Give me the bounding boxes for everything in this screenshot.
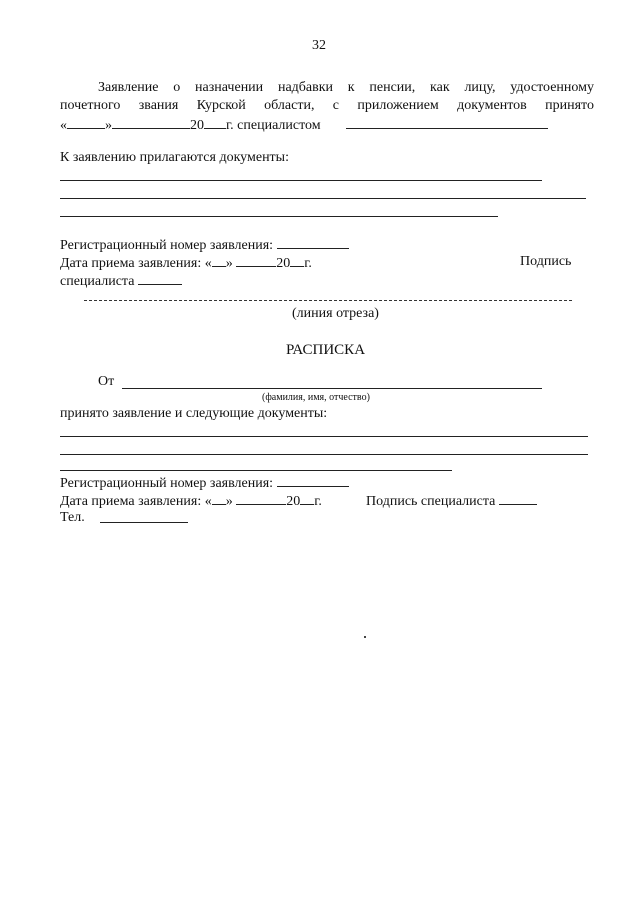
date-quote-close: » [225, 256, 233, 271]
month-blank[interactable] [112, 116, 190, 129]
statement-line-2: почетного звания Курской области, с приложением документов принято [60, 98, 594, 113]
fio-caption: (фамилия, имя, отчество) [262, 392, 370, 403]
date-month-blank[interactable] [236, 254, 276, 267]
attached-docs-line-1[interactable] [60, 180, 542, 181]
specialist-row [60, 272, 182, 290]
attached-docs-line-3[interactable] [60, 216, 498, 217]
attached-docs-line-2[interactable] [60, 198, 586, 199]
statement-line-3 [60, 116, 321, 134]
accepted-label: принято заявление и следующие документы: [60, 406, 328, 421]
receipt-docs-line-3[interactable] [60, 470, 452, 471]
specialist-label: г. специалистом [226, 118, 321, 133]
receipt-reg-number-label: Регистрационный номер заявления: [60, 476, 274, 491]
signature-label: Подпись [520, 254, 572, 269]
from-blank[interactable] [122, 388, 542, 389]
receipt-signature-blank[interactable] [499, 492, 537, 505]
receipt-date-label: Дата приема заявления: « [60, 494, 212, 509]
receipt-reg-number-row [60, 474, 349, 492]
receipt-docs-line-2[interactable] [60, 454, 588, 455]
receipt-title: РАСПИСКА [286, 342, 366, 358]
year-prefix: 20 [190, 118, 204, 133]
receipt-signature-row [366, 492, 537, 510]
receipt-date-quote-close: » [225, 494, 233, 509]
date-day-blank[interactable] [212, 254, 226, 267]
stray-dot [364, 636, 366, 638]
specialist-signature-blank[interactable] [138, 272, 182, 285]
year-blank[interactable] [204, 116, 226, 129]
receipt-date-g: г. [314, 494, 322, 509]
phone-row [60, 510, 85, 526]
receipt-signature-label: Подпись специалиста [366, 494, 496, 509]
from-label: От [98, 374, 115, 389]
day-blank[interactable] [67, 116, 105, 129]
phone-label: Тел. [60, 510, 85, 525]
page-number: 32 [312, 38, 326, 53]
receipt-date-row [60, 492, 322, 510]
reg-number-row [60, 236, 349, 254]
cut-line [84, 300, 572, 301]
receipt-reg-number-blank[interactable] [277, 474, 349, 487]
receipt-date-year-blank[interactable] [300, 492, 314, 505]
receipt-date-month-blank[interactable] [236, 492, 286, 505]
reg-number-label: Регистрационный номер заявления: [60, 238, 274, 253]
receipt-date-year-prefix: 20 [286, 494, 301, 509]
cut-line-label: (линия отреза) [292, 306, 379, 321]
date-year-blank[interactable] [290, 254, 304, 267]
phone-blank[interactable] [100, 522, 188, 523]
date-row [60, 254, 312, 272]
reg-number-blank[interactable] [277, 236, 349, 249]
attached-docs-label: К заявлению прилагаются документы: [60, 150, 289, 165]
receipt-date-day-blank[interactable] [212, 492, 226, 505]
statement-line-1: Заявление о назначении надбавки к пенсии, как лицу, удостоенному [98, 80, 594, 95]
receipt-docs-line-1[interactable] [60, 436, 588, 437]
specialist-label-2: специалиста [60, 274, 135, 289]
quote-close: » [105, 118, 112, 133]
date-year-prefix: 20 [276, 256, 291, 271]
date-label: Дата приема заявления: « [60, 256, 212, 271]
specialist-blank[interactable] [346, 128, 548, 129]
quote-open: « [60, 118, 67, 133]
date-g: г. [304, 256, 312, 271]
